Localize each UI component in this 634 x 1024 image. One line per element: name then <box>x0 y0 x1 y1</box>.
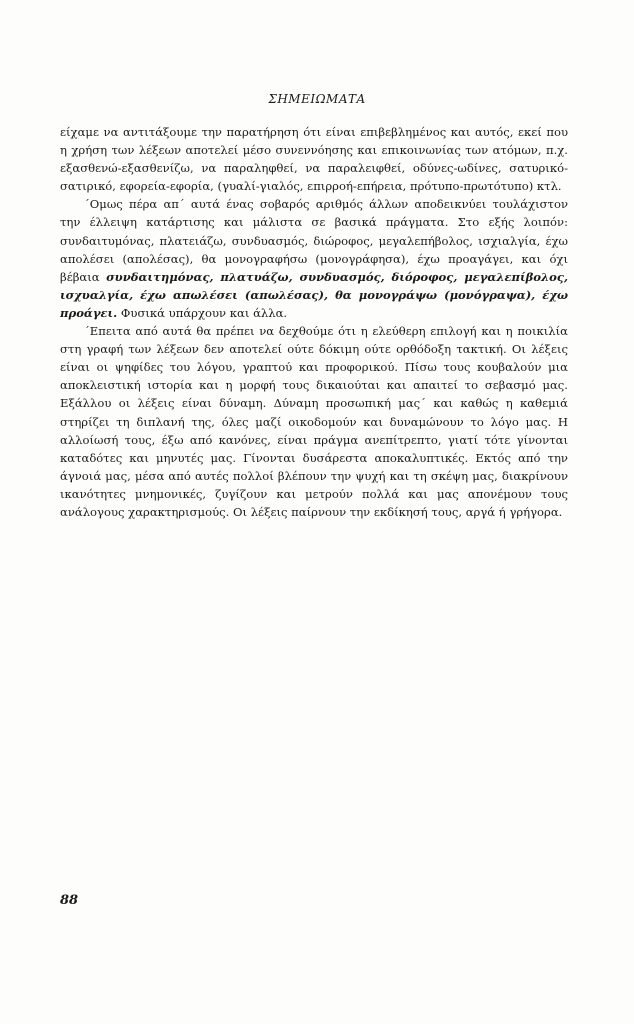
running-header: ΣΗΜΕΙΩΜΑΤΑ <box>268 92 366 106</box>
paragraph-3: ΄Επειτα από αυτά θα πρέπει να δεχθούμε ότι η ελεύθερη επιλογή και η ποικιλία στη γραφή των λέξεων δεν αποτελεί ούτε δόκιμη ούτε ορθόδοξη τακτική. Οι λέξεις είναι οι ψηφίδες του λόγου, γραπτού και προφορικού. Πίσω τους κουβαλούν μια αποκλειστική ιστορία και η μορφή τους δικαιούται και απαιτεί το σεβασμό μας. Εξάλλου οι λέξεις είναι δύναμη. Δύναμη προσωπική μας΄ και καθώς η καθεμιά στηρίζει τη διπλανή της, όλες μαζί οικοδομούν και δυναμώνουν το λόγο μας. Η αλλοίωσή τους, έξω από κανόνες, είναι πράγμα ανεπίτρεπτο, γιατί τότε γίνονται καταδότες και μηνυτές μας. Γίνονται δυσάρεστα αποκαλυπτικές. Εκτός από την άγνοιά μας, μέσα από αυτές πολλοί βλέπουν την ψυχή και τη σκέψη μας, διακρίνουν ικανότητες μνημονικές, ζυγίζουν και μετρούν πολλά και μας απονέμουν τους ανάλογους χαρακτηρισμούς. Οι λέξεις παίρνουν την εκδίκησή τους, αργά ή γρήγορα. <box>60 324 568 519</box>
paragraph-2-end: Φυσικά υπάρχουν και άλλα. <box>117 305 288 320</box>
page-number: 88 <box>60 893 79 908</box>
paragraph-1: είχαμε να αντιτάξουμε την παρατήρηση ότι είναι επιβεβλημένος και αυτός, εκεί που η χρήση των λέξεων αποτελεί μέσο συνεννόησης και επικοινωνίας των ατόμων, π.χ. εξασθενώ-εξασθενίζω, να παραληφθεί, να παραλειφθεί, οδύνες-ωδίνες, σατυρικό-σατιρικό, εφορεία-εφορία, (γυαλί-γιαλός, επιρροή-επήρεια, πρότυπο-πρωτότυπο) κτλ. <box>60 125 568 194</box>
paragraph-2-text: ΄Ομως πέρα απ΄ αυτά ένας σοβαρός αριθμός άλλων αποδεικνύει τουλάχιστον την έλλειψη κατάρτισης και μάλιστα σε βασικά πράγματα. Στο εξής λοιπόν: συνδαιτυμόνας, πλατειάζω, συνδυασμός, διώροφος, μεγαλεπήβολος, ισχιαλγία, έχω απολέσει (απολέσας), θα μονογραφήσω (μονογράφησα), έχω προαγάγει, και όχι βέβαια <box>60 197 568 284</box>
paragraph-2-misspellings: συνδαιτημόνας, πλατυάζω, συνδυασμός, διόροφος, μεγαλεπίβολος, ισχυαλγία, έχω απωλέσει (απωλέσας), θα μονογράψω (μονόγραψα), έχω προάγει. <box>60 269 568 320</box>
paragraph-2 <box>60 195 568 322</box>
body-text <box>60 123 568 521</box>
